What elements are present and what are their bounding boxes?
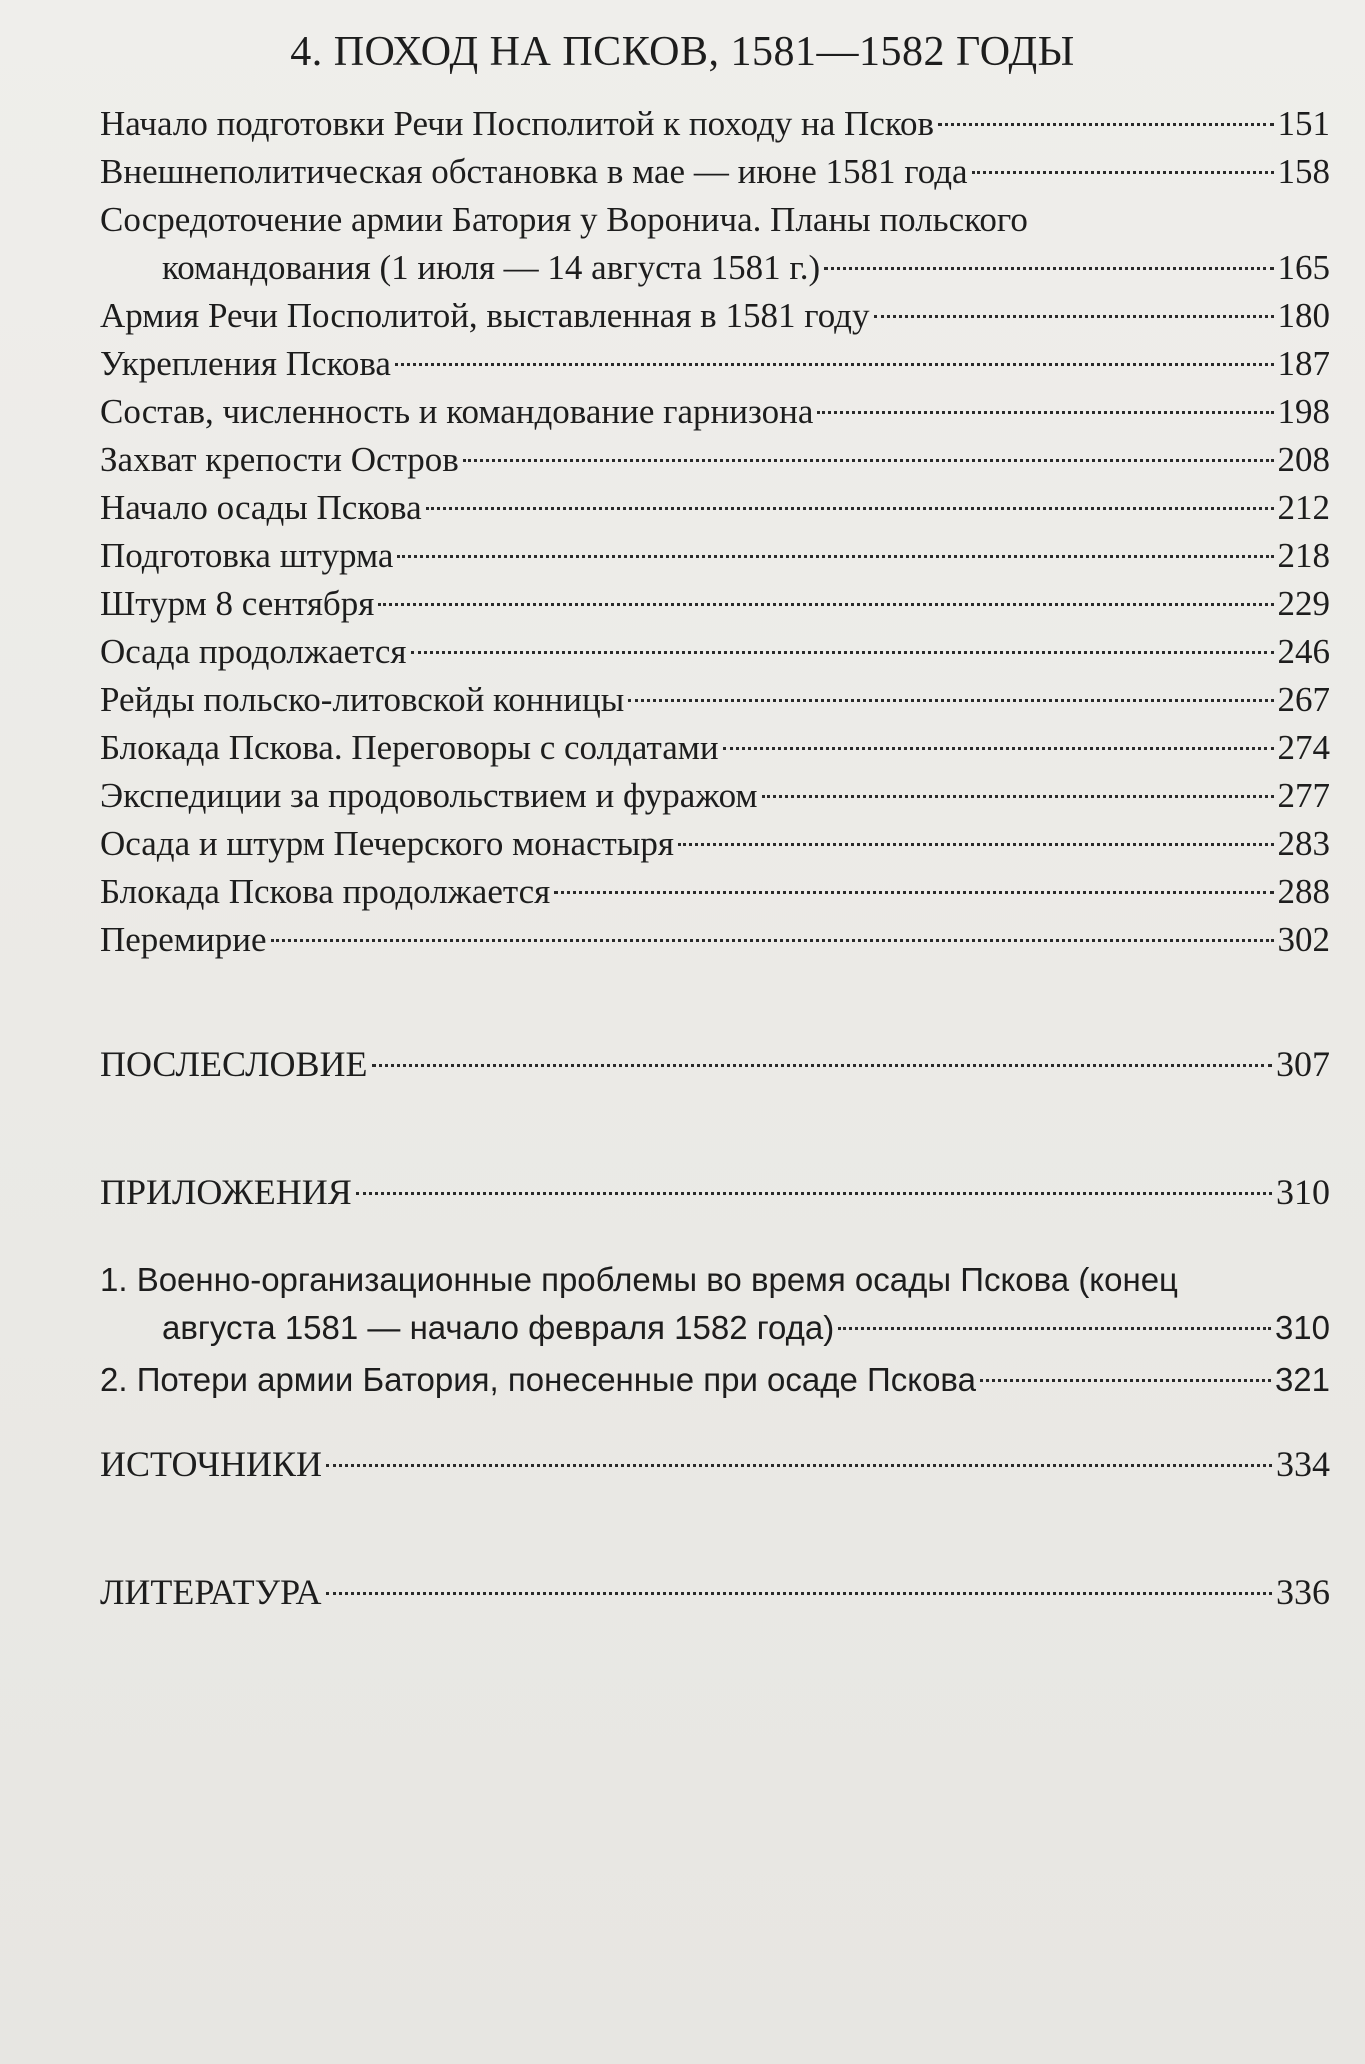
afterword-section — [100, 1040, 1330, 1088]
appendices-section — [100, 1168, 1330, 1216]
toc-entry: Начало осады Пскова 212 — [100, 488, 1330, 527]
toc-entry: Армия Речи Посполитой, выставленная в 1581 году 180 — [100, 296, 1330, 335]
toc-sources: ИСТОЧНИКИ 334 — [100, 1444, 1330, 1484]
toc-afterword: ПОСЛЕСЛОВИЕ 307 — [100, 1044, 1330, 1084]
toc-entry-line1: Сосредоточение армии Батория у Воронича. Планы польского — [100, 200, 1028, 239]
toc-entry: Осада продолжается 246 — [100, 632, 1330, 671]
chapter-entries — [100, 100, 1330, 964]
appendix-item: августа 1581 — начало февраля 1582 года) 310 — [162, 1309, 1330, 1346]
toc-entry: Рейды польско-литовской конницы 267 — [100, 680, 1330, 719]
appendix-item: 2. Потери армии Батория, понесенные при осаде Пскова 321 — [100, 1361, 1330, 1398]
toc-entry: Блокада Пскова продолжается 288 — [100, 872, 1330, 911]
toc-entry: Захват крепости Остров 208 — [100, 440, 1330, 479]
toc-entry: Начало подготовки Речи Посполитой к походу на Псков 151 — [100, 104, 1330, 143]
appendix-items — [100, 1256, 1330, 1404]
toc-entry: Состав, численность и командование гарнизона 198 — [100, 392, 1330, 431]
toc-entry: Перемирие 302 — [100, 920, 1330, 959]
literature-section — [100, 1568, 1330, 1616]
appendix-item-line1: 1. Военно-организационные проблемы во время осады Пскова (конец — [100, 1261, 1178, 1298]
toc-entry: Укрепления Пскова 187 — [100, 344, 1330, 383]
toc-entry: Внешнеполитическая обстановка в мае — июне 1581 года 158 — [100, 152, 1330, 191]
chapter-title: 4. ПОХОД НА ПСКОВ, 1581—1582 ГОДЫ — [290, 29, 1075, 75]
toc-entry: Подготовка штурма 218 — [100, 536, 1330, 575]
sources-section — [100, 1440, 1330, 1488]
toc-entry: Штурм 8 сентября 229 — [100, 584, 1330, 623]
toc-entry: командования (1 июля — 14 августа 1581 г.) 165 — [162, 248, 1330, 287]
toc-appendices: ПРИЛОЖЕНИЯ 310 — [100, 1172, 1330, 1212]
toc-entry: Осада и штурм Печерского монастыря 283 — [100, 824, 1330, 863]
toc-literature: ЛИТЕРАТУРА 336 — [100, 1572, 1330, 1612]
toc-entry: Экспедиции за продовольствием и фуражом 277 — [100, 776, 1330, 815]
toc-entry: Блокада Пскова. Переговоры с солдатами 274 — [100, 728, 1330, 767]
